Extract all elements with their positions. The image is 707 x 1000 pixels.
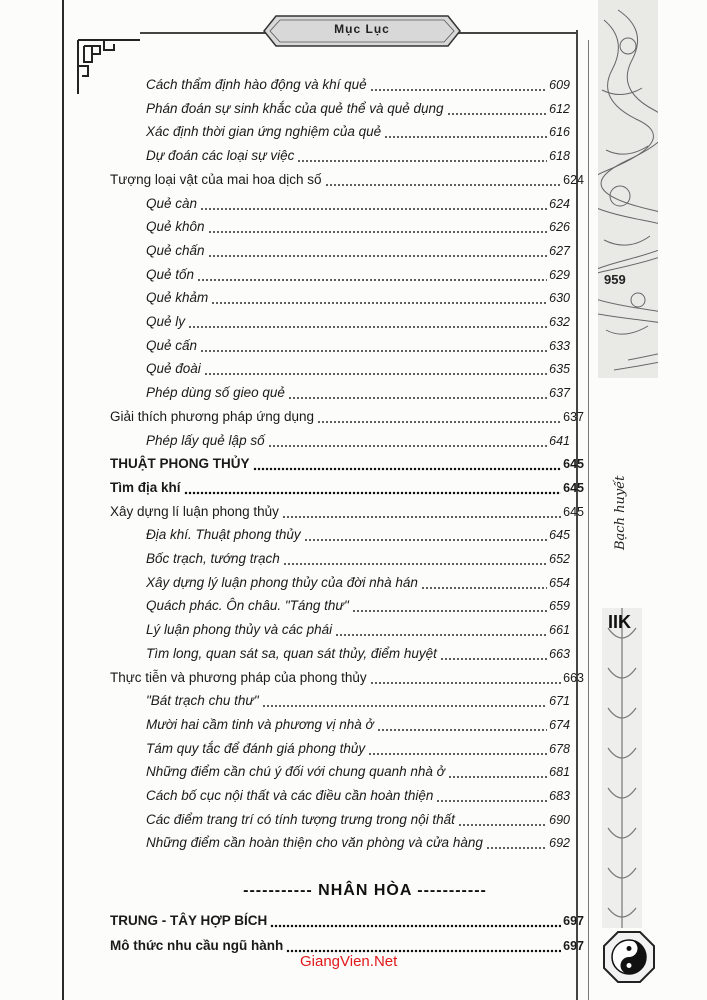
toc-leader-dots: [188, 314, 547, 329]
toc-leader-dots: [458, 812, 547, 827]
toc-entry-title: TRUNG - TÂY HỢP BÍCH: [110, 913, 268, 928]
toc-entry-title: Quẻ ly: [146, 314, 186, 329]
toc-leader-dots: [317, 409, 561, 424]
toc-entry: [146, 335, 570, 357]
section-title-nhan-hoa: ----------- NHÂN HÒA -----------: [243, 882, 487, 899]
toc-entry-title: Xây dựng lý luận phong thủy của đời nhà hán: [146, 574, 418, 590]
toc-entry-title: Quẻ tốn: [146, 266, 195, 282]
toc-entry: [146, 240, 570, 262]
page-frame-right-inner: [588, 40, 589, 1000]
toc-entry: [146, 738, 570, 760]
toc-leader-dots: [447, 101, 548, 116]
toc-leader-dots: [335, 622, 547, 637]
toc-entry: [146, 524, 570, 546]
toc-entry-page: 629: [549, 267, 570, 282]
toc-leader-dots: [352, 598, 547, 613]
toc-entry-page: 681: [549, 765, 570, 780]
toc-entry-page: 663: [549, 646, 570, 661]
svg-text:Bạch huyết: Bạch huyết: [613, 475, 628, 550]
toc-entry-page: 683: [549, 789, 570, 803]
toc-leader-dots: [436, 788, 547, 803]
toc-entry-page: 632: [549, 315, 570, 329]
toc-leader-dots: [268, 433, 548, 448]
toc-entry-title: Phán đoán sự sinh khắc của quẻ thể và quẻ dụng: [146, 100, 444, 116]
toc-entry-page: 678: [549, 741, 570, 756]
toc-entry-title: Quẻ đoài: [146, 361, 201, 377]
toc-leader-dots: [283, 551, 547, 566]
toc-entry-page: 690: [549, 812, 570, 827]
toc-leader-dots: [370, 670, 562, 685]
toc-entry-page: 609: [549, 78, 570, 92]
toc-entry: [110, 453, 584, 475]
page-number: 959: [604, 272, 626, 287]
toc-entry: [146, 311, 570, 333]
toc-entry-page: 645: [563, 504, 584, 519]
toc-entry: [146, 809, 570, 831]
toc-entry-title: Phép lấy quẻ lập số: [146, 432, 265, 448]
toc-entry: [146, 358, 570, 380]
toc-leader-dots: [288, 385, 547, 400]
toc-entry-title: Tám quy tắc để đánh giá phong thủy: [146, 740, 366, 756]
toc-entry-page: 633: [549, 338, 570, 353]
toc-leader-dots: [211, 290, 547, 305]
toc-entry-title: Lý luận phong thủy và các phái: [146, 622, 333, 638]
toc-entry-page: 654: [549, 575, 570, 590]
toc-entry-title: Quách phác. Ôn châu. "Táng thư": [146, 598, 349, 614]
toc-entry-page: 671: [549, 694, 570, 709]
toc-leader-dots: [208, 219, 548, 234]
toc-entry-title: Mô thức nhu cầu ngũ hành: [110, 938, 284, 953]
toc-entry: [110, 477, 584, 499]
toc-entry: [110, 169, 584, 191]
toc-leader-dots: [297, 148, 547, 163]
toc-entry-title: Tượng loại vật của mai hoa dịch số: [110, 171, 322, 187]
toc-entry: [146, 714, 570, 736]
toc-entry-title: Xác định thời gian ứng nghiệm của quẻ: [146, 124, 382, 140]
side-signature: [606, 462, 632, 552]
toc-leader-dots: [368, 741, 547, 756]
decorative-pattern-strip: [602, 608, 642, 928]
toc-entry-title: Cách bố cục nội thất và các điều cần hoàn thiện: [146, 788, 434, 803]
toc-entry-page: 697: [563, 939, 584, 953]
toc-entry-page: 626: [549, 220, 570, 235]
toc-entry: [146, 690, 570, 712]
toc-leader-dots: [384, 124, 547, 139]
toc-entry-page: 661: [549, 623, 570, 638]
toc-entry: [146, 430, 570, 452]
toc-entry: [146, 548, 570, 570]
toc-entry-page: 674: [549, 717, 570, 732]
toc-entry: [146, 98, 570, 120]
toc-entry-title: Quẻ khảm: [146, 290, 209, 306]
toc-entry-page: 612: [549, 101, 570, 116]
toc-leader-dots: [325, 172, 562, 187]
toc-entry-page: 645: [563, 480, 584, 495]
toc-entry-page: 659: [549, 599, 570, 614]
toc-entry-title: Xây dựng lí luận phong thủy: [110, 503, 279, 519]
toc-entry-page: 624: [563, 172, 584, 187]
toc-leader-dots: [200, 196, 547, 211]
toc-entry: [110, 910, 584, 932]
side-mark: IIK: [608, 612, 632, 632]
toc-entry-title: Những điểm cần chú ý đối với chung quanh nhà ở: [146, 764, 445, 780]
toc-entry-title: Quẻ cấn: [146, 337, 198, 353]
toc-leader-dots: [208, 243, 548, 258]
toc-entry: [146, 287, 570, 309]
toc-leader-dots: [377, 717, 547, 732]
decorative-crane-illustration: [598, 0, 658, 378]
toc-entry-title: Tìm long, quan sát sa, quan sát thủy, điểm huyệt: [146, 645, 437, 661]
toc-leader-dots: [440, 646, 547, 661]
toc-entry-page: 663: [563, 670, 584, 685]
toc-entry-title: Quẻ khôn: [146, 219, 205, 235]
toc-entry-page: 635: [549, 362, 570, 377]
toc-entry: [146, 761, 570, 783]
toc-entry-title: Những điểm cần hoàn thiện cho văn phòng và cửa hàng: [146, 835, 483, 851]
toc-entry-title: Địa khí. Thuật phong thủy: [146, 527, 301, 543]
toc-entry: [146, 121, 570, 143]
toc-entry-page: 624: [549, 196, 570, 211]
header-title: Mục Lục: [334, 22, 390, 36]
toc-entry-page: 645: [563, 457, 584, 472]
toc-entry-title: Dự đoán các loại sự việc: [146, 148, 295, 164]
toc-entry-title: Quẻ càn: [146, 195, 198, 211]
toc-leader-dots: [184, 480, 562, 495]
watermark: GiangVien.Net: [300, 953, 398, 970]
toc-leader-dots: [448, 764, 547, 779]
corner-ornament: [74, 36, 144, 96]
toc-entry-title: Thực tiễn và phương pháp của phong thủy: [110, 669, 367, 685]
toc-leader-dots: [421, 575, 547, 590]
toc-entry: [110, 501, 584, 523]
toc-leader-dots: [204, 361, 547, 376]
toc-entry-page: 641: [549, 433, 570, 448]
toc-leader-dots: [370, 77, 547, 92]
toc-entry-title: Mười hai cầm tinh và phương vị nhà ở: [146, 716, 374, 732]
toc-entry: [146, 193, 570, 215]
toc-leader-dots: [200, 338, 547, 353]
toc-entry: [146, 572, 570, 594]
toc-leader-dots: [262, 693, 547, 708]
toc-entry: [146, 382, 570, 404]
toc-entry-title: Giải thích phương pháp ứng dụng: [110, 408, 315, 424]
toc-leader-dots: [286, 938, 561, 953]
toc-entry: [110, 406, 584, 428]
toc-leader-dots: [270, 913, 561, 928]
toc-entry: [146, 216, 570, 238]
toc-entry-title: Các điểm trang trí có tính tượng trưng trong nội thất: [146, 811, 455, 827]
toc-entry: [146, 643, 570, 665]
toc-entry: [146, 785, 570, 807]
toc-entry-page: 630: [549, 291, 570, 306]
toc-entry-title: Bốc trạch, tướng trạch: [146, 551, 280, 566]
toc-entry-page: 627: [549, 243, 570, 258]
toc-entry: [146, 595, 570, 617]
toc-entry: [146, 145, 570, 167]
toc-entry-title: Cách thẩm định hào động và khí quẻ: [146, 77, 367, 92]
toc-entry-page: 652: [549, 552, 570, 566]
toc-entry-page: 637: [563, 409, 584, 424]
toc-entry-page: 618: [549, 149, 570, 164]
toc-entry-page: 616: [549, 125, 570, 140]
toc-entry-page: 637: [549, 386, 570, 401]
toc-leader-dots: [282, 504, 561, 519]
toc-entry-title: Phép dùng số gieo quẻ: [146, 385, 285, 401]
toc-entry: [146, 264, 570, 286]
toc-entry: [110, 667, 584, 689]
yin-yang-icon: [602, 930, 656, 984]
toc-leader-dots: [304, 527, 548, 542]
toc-leader-dots: [486, 835, 547, 850]
toc-entry-title: Tìm địa khí: [110, 479, 181, 495]
toc-entry-page: 692: [549, 836, 570, 851]
toc-entry: [146, 619, 570, 641]
toc-leader-dots: [197, 267, 547, 282]
toc-entry-title: Quẻ chấn: [146, 242, 205, 258]
toc-entry: [146, 74, 570, 96]
toc-leader-dots: [253, 456, 562, 471]
toc-entry-title: "Bát trạch chu thư": [146, 693, 259, 709]
toc-entry-title: THUẬT PHONG THỦY: [110, 456, 250, 472]
toc-entry: [146, 832, 570, 854]
toc-entry-page: 697: [563, 914, 584, 928]
toc-entry-page: 645: [549, 528, 570, 543]
